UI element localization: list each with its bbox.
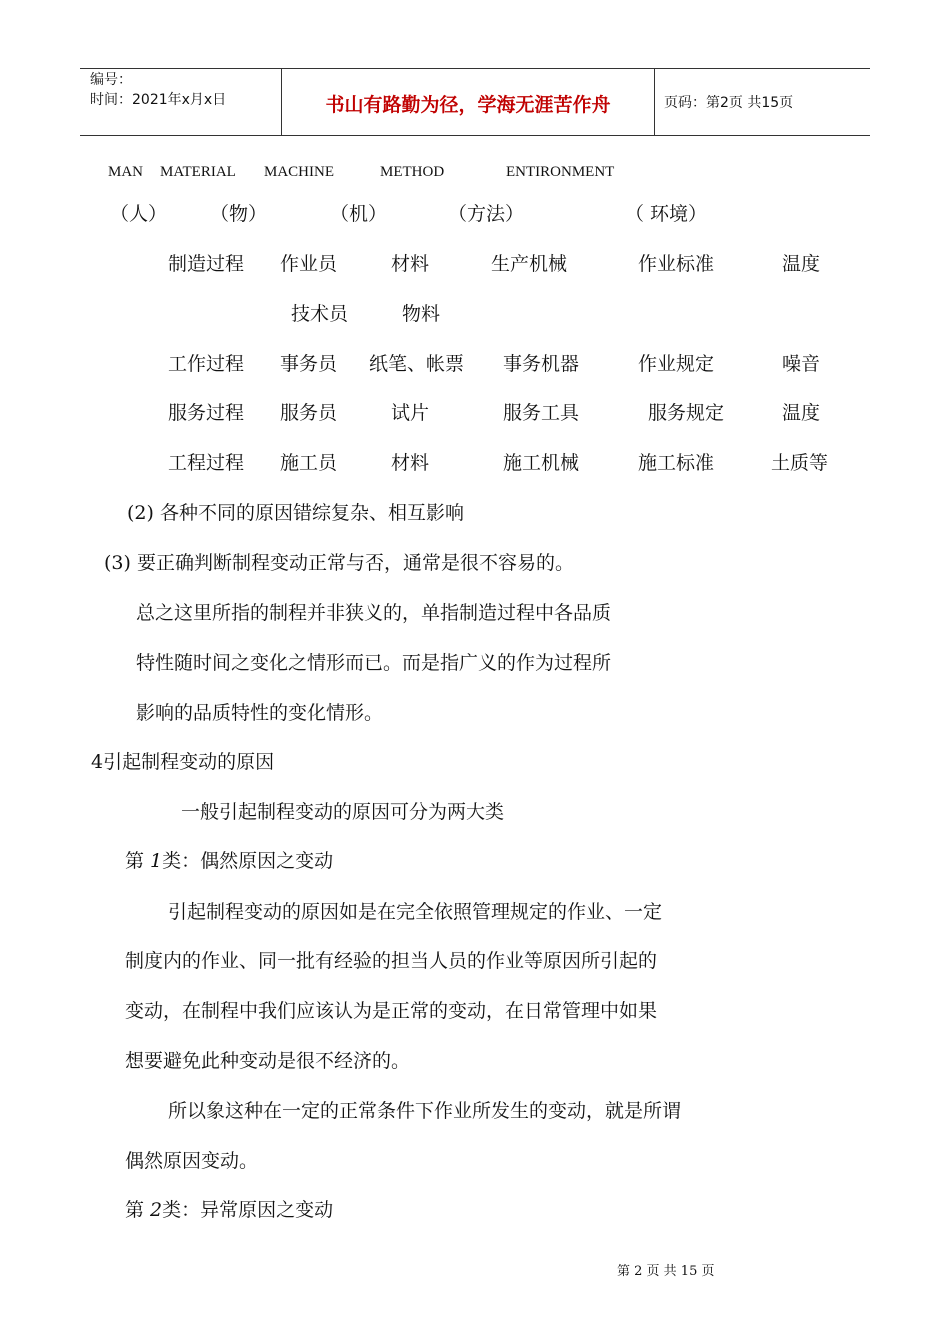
header-meta: [90, 70, 226, 110]
summary-line: 总之这里所指的制程并非狭义的，单指制造过程中各品质: [136, 602, 612, 624]
category-1-heading: [125, 846, 333, 873]
summary-line: 影响的品质特性的变化情形。: [136, 702, 384, 724]
table-cell: 工程过程: [168, 452, 245, 474]
table-cell: 生产机械: [491, 253, 568, 275]
header-page: 页码：第2页 共15页: [664, 95, 794, 111]
paragraph-line: 变动，在制程中我们应该认为是正常的变动，在日常管理中如果: [125, 1000, 658, 1022]
factor-en-environment: ENTIRONMENT: [506, 164, 615, 180]
table-cell: 温度: [782, 402, 821, 424]
factor-en-machine: MACHINE: [264, 164, 334, 180]
header-motto: 书山有路勤为径，学海无涯苦作舟: [325, 94, 611, 116]
header-number: 编号：: [90, 72, 132, 88]
category-2-prefix: 第: [125, 1199, 151, 1221]
summary-line: 特性随时间之变化之情形而已。而是指广义的作为过程所: [136, 652, 612, 674]
factor-en-man: MAN: [108, 164, 144, 180]
factor-en-method: METHOD: [380, 164, 445, 180]
paragraph-line: 想要避免此种变动是很不经济的。: [125, 1050, 411, 1072]
category-2-heading: [125, 1195, 333, 1222]
table-cell: 作业标准: [638, 253, 715, 275]
header-date: 时间：2021年x月x日: [90, 92, 227, 108]
table-cell: 制造过程: [168, 253, 245, 275]
table-cell: 服务工具: [503, 402, 580, 424]
factor-en-material: MATERIAL: [160, 164, 236, 180]
factor-zh-machine: （机）: [330, 203, 388, 225]
table-cell: 噪音: [782, 353, 821, 375]
paragraph-line: 制度内的作业、同一批有经验的担当人员的作业等原因所引起的: [125, 950, 658, 972]
section-title: 4引起制程变动的原因: [91, 751, 275, 773]
point-3: (3) 要正确判断制程变动正常与否，通常是很不容易的。: [104, 552, 574, 574]
table-cell: 物料: [402, 303, 441, 325]
table-cell: 作业员: [280, 253, 338, 275]
category-2-number: 2: [150, 1199, 163, 1221]
header-top-border: [80, 68, 870, 69]
table-cell: 试片: [391, 402, 430, 424]
paragraph-line: 所以象这种在一定的正常条件下作业所发生的变动，就是所谓: [168, 1100, 682, 1122]
paragraph-line: 偶然原因变动。: [125, 1150, 259, 1172]
paragraph-line: 引起制程变动的原因如是在完全依照管理规定的作业、一定: [168, 901, 663, 923]
table-cell: 温度: [782, 253, 821, 275]
table-cell: 纸笔、帐票: [369, 353, 465, 375]
factor-zh-method: （方法）: [448, 203, 525, 225]
point-2: (2) 各种不同的原因错综复杂、相互影响: [127, 502, 464, 524]
table-cell: 施工标准: [638, 452, 715, 474]
factor-zh-man: （人）: [110, 203, 168, 225]
factor-zh-material: （物）: [210, 203, 268, 225]
header-divider-2: [654, 68, 655, 135]
table-cell: 土质等: [771, 452, 829, 474]
page-footer: 第 2 页 共 15 页: [617, 1264, 715, 1279]
table-cell: 服务员: [280, 402, 338, 424]
category-1-prefix: 第: [125, 850, 151, 872]
category-1-suffix: 类：偶然原因之变动: [162, 850, 334, 872]
table-cell: 服务过程: [168, 402, 245, 424]
section-intro: 一般引起制程变动的原因可分为两大类: [181, 801, 505, 823]
factor-zh-environment: （ 环境）: [625, 203, 708, 225]
table-cell: 作业规定: [638, 353, 715, 375]
table-cell: 施工员: [280, 452, 338, 474]
table-cell: 施工机械: [503, 452, 580, 474]
table-cell: 技术员: [291, 303, 349, 325]
table-cell: 工作过程: [168, 353, 245, 375]
category-1-number: 1: [150, 850, 163, 872]
table-cell: 事务员: [280, 353, 338, 375]
table-cell: 材料: [391, 253, 430, 275]
table-cell: 事务机器: [503, 353, 580, 375]
category-2-suffix: 类：异常原因之变动: [162, 1199, 334, 1221]
table-cell: 材料: [391, 452, 430, 474]
table-cell: 服务规定: [648, 402, 725, 424]
header-bottom-border: [80, 135, 870, 136]
